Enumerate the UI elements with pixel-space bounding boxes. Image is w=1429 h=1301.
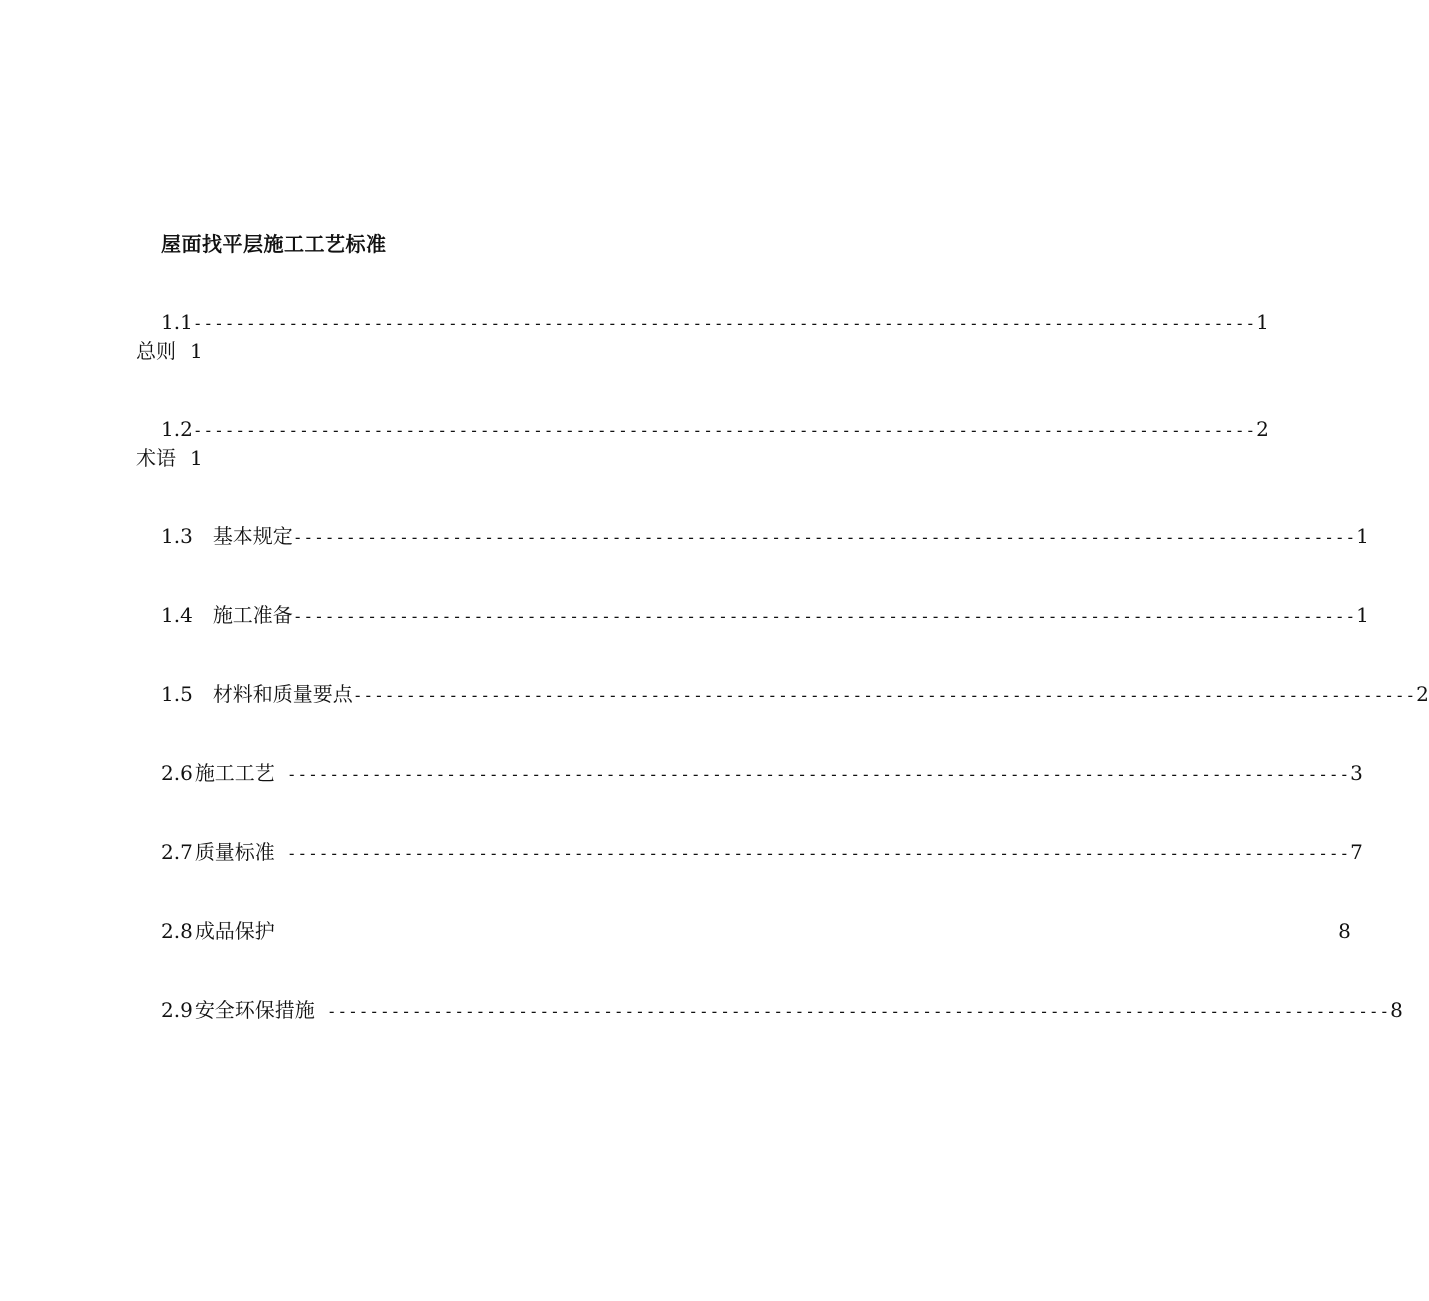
- toc-entry-1-1: [161, 308, 1269, 336]
- toc-number: 1.2: [161, 417, 193, 441]
- toc-label: 成品保护: [194, 919, 275, 943]
- toc-label: 施工准备: [212, 603, 293, 627]
- toc-page-number: 3: [1350, 761, 1363, 785]
- toc-number: 1.4: [161, 603, 193, 627]
- document-title: 屋面找平层施工工艺标准: [161, 232, 387, 256]
- toc-page-number: 8: [1338, 919, 1351, 943]
- toc-number: 2.8: [161, 919, 193, 943]
- toc-page-number: 1: [1356, 603, 1369, 627]
- toc-leader: [275, 919, 1338, 947]
- toc-entry-1-2: [161, 415, 1269, 443]
- toc-leader: ----------------------------------------------------------------------------------------------------: [192, 314, 1257, 333]
- toc-entry-1-5: [161, 680, 1429, 708]
- toc-entry-1-3: [161, 522, 1369, 550]
- toc-entry-2-7: [161, 838, 1363, 866]
- toc-entry-2-8: [161, 917, 1351, 945]
- toc-label: 材料和质量要点: [212, 682, 353, 706]
- toc-label: 安全环保措施: [194, 998, 315, 1022]
- toc-page-number: 7: [1350, 840, 1363, 864]
- toc-page-number: 1: [1356, 524, 1369, 548]
- toc-number: 1.5: [161, 682, 193, 706]
- toc-label: 术语: [136, 446, 176, 470]
- toc-leader: ----------------------------------------------------------------------------------------------------: [192, 421, 1257, 440]
- toc-entry-2-6: [161, 759, 1363, 787]
- toc-number: 1.1: [161, 310, 193, 334]
- toc-label: 总则: [136, 339, 176, 363]
- toc-leader: ----------------------------------------------------------------------------------------------------: [286, 765, 1351, 784]
- toc-page-number: 1: [190, 446, 203, 470]
- toc-page-number: 1: [1256, 310, 1269, 334]
- toc-leader: ----------------------------------------------------------------------------------------------------: [292, 528, 1357, 547]
- toc-page-number: 8: [1390, 998, 1403, 1022]
- toc-entry-1-1-continued: [136, 337, 203, 365]
- toc-page-number: 1: [190, 339, 203, 363]
- toc-entry-1-4: [161, 601, 1369, 629]
- toc-leader: ----------------------------------------------------------------------------------------------------: [292, 607, 1357, 626]
- toc-entry-2-9: [161, 996, 1403, 1024]
- toc-entry-1-2-continued: [136, 444, 203, 472]
- toc-label: 质量标准: [194, 840, 275, 864]
- toc-page-number: 2: [1416, 682, 1429, 706]
- toc-label: 施工工艺: [194, 761, 275, 785]
- toc-leader: ----------------------------------------------------------------------------------------------------: [326, 1002, 1391, 1021]
- toc-page-number: 2: [1256, 417, 1269, 441]
- toc-number: 2.6: [161, 761, 193, 785]
- toc-number: 1.3: [161, 524, 193, 548]
- toc-leader: ----------------------------------------------------------------------------------------------------: [352, 686, 1417, 705]
- toc-number: 2.7: [161, 840, 193, 864]
- toc-leader: ----------------------------------------------------------------------------------------------------: [286, 844, 1351, 863]
- toc-label: 基本规定: [212, 524, 293, 548]
- toc-number: 2.9: [161, 998, 193, 1022]
